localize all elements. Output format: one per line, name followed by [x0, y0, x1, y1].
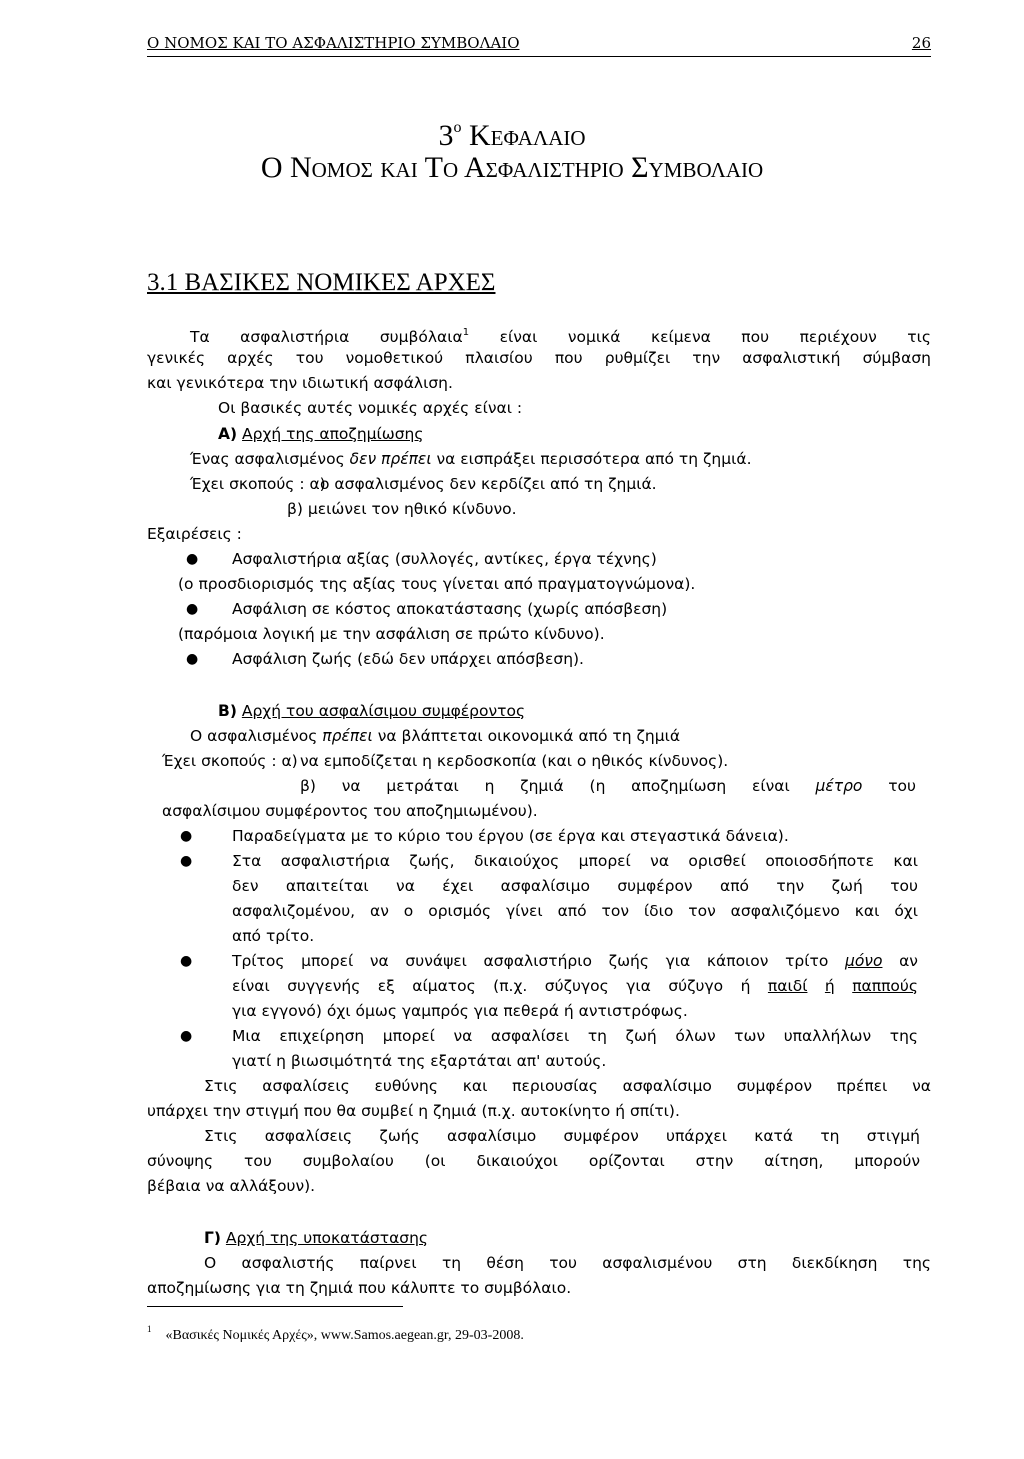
principle-b-line-1: [190, 725, 680, 747]
principle-a-heading: [218, 423, 423, 445]
principle-a-letter: Α): [218, 425, 238, 443]
paragraph-1-line-2: υπάρχει την στιγμή που θα συμβεί η ζημιά (π.χ. αυτοκίνητο ή σπίτι).: [147, 1102, 680, 1120]
principle-b-goal-a: να εμποδίζεται η κερδοσκοπία (και ο ηθικός κίνδυνος).: [300, 752, 729, 770]
exception-1-line-2: (ο προσδιορισμός της αξίας τους γίνεται από πραγματογνώμονα).: [178, 575, 696, 593]
bullet-icon: ●: [186, 601, 199, 617]
principle-a-exceptions-label: Εξαιρέσεις :: [147, 525, 242, 543]
chapter-title: [0, 150, 1024, 186]
principle-b-goal-b: [300, 775, 916, 797]
principle-b-l1-em: πρέπει: [322, 727, 373, 745]
principle-c-line-1: Ο ασφαλιστής παίρνει τη θέση του ασφαλισμένου στη διεκδίκηση της: [204, 1254, 931, 1272]
paragraph-1-line-1: Στις ασφαλίσεις ευθύνης και περιουσίας ασφαλίσιμο συμφέρον πρέπει να: [204, 1077, 931, 1095]
principle-a-goal-a: ο ασφαλισμένος δεν κερδίζει από τη ζημιά.: [320, 475, 657, 493]
exception-1-line-1: Ασφαλιστήρια αξίας (συλλογές, αντίκες, έργα τέχνης): [232, 550, 657, 568]
principle-b-goal-b-em: μέτρο: [815, 777, 863, 795]
intro-line-2: γενικές αρχές του νομοθετικού πλαισίου που ρυθμίζει την ασφαλιστική σύμβαση: [147, 349, 931, 367]
principle-c-line-2: αποζημίωσης για τη ζημιά που κάλυπτε το συμβόλαιο.: [147, 1279, 572, 1297]
chapter-number-line: [0, 110, 1024, 154]
footnote-ref: 1: [462, 327, 470, 338]
principle-a-title: Αρχή της αποζημίωσης: [242, 425, 424, 443]
principle-b-l1-pre: Ο ασφαλισμένος: [190, 727, 318, 745]
principle-b-title: Αρχή του ασφαλίσιμου συμφέροντος: [241, 702, 526, 720]
intro-line-1-text: Τα ασφαλιστήρια συμβόλαια: [190, 328, 463, 346]
principle-b-goal-b-pre: β) να μετράται η ζημιά (η αποζημίωση είναι: [300, 777, 790, 795]
principle-c-letter: Γ): [204, 1229, 221, 1247]
example-3-l1-post: αν: [899, 952, 918, 970]
example-3-line-3: για εγγονό) όχι όμως γαμπρός για πεθερά ή αντιστρόφως.: [232, 1002, 688, 1020]
chapter-number-sup: ο: [453, 119, 462, 136]
intro-line-3: και γενικότερα την ιδιωτική ασφάλιση.: [147, 374, 453, 392]
example-4-line-2: γιατί η βιωσιμότητά της εξαρτάται απ' αυτούς.: [232, 1052, 607, 1070]
bullet-icon: ●: [186, 551, 199, 567]
principle-a-l1-em: δεν πρέπει: [349, 450, 432, 468]
bullet-icon: ●: [180, 1028, 193, 1044]
bullet-icon: ●: [180, 853, 193, 869]
example-3-l2-em2: παππούς: [852, 977, 918, 995]
example-2-line-1: Στα ασφαλιστήρια ζωής, δικαιούχος μπορεί να ορισθεί οποιοσδήποτε και: [232, 852, 918, 870]
intro-line-1: [190, 322, 931, 348]
principle-a-l1-post: να εισπράξει περισσότερα από τη ζημιά.: [436, 450, 752, 468]
principle-a-l1-pre: Ένας ασφαλισμένος: [190, 450, 345, 468]
exception-2-line-1: Ασφάλιση σε κόστος αποκατάστασης (χωρίς απόσβεση): [232, 600, 668, 618]
principle-c-title: Αρχή της υποκατάστασης: [225, 1229, 429, 1247]
paragraph-2-line-2: σύνοψης του συμβολαίου (οι δικαιούχοι ορίζονται στην αίτηση, μπορούν: [147, 1152, 920, 1170]
chapter-word: Κεφαλαιο: [468, 119, 586, 152]
footnote-text: «Βασικές Νομικές Αρχές», www.Samos.aegean.gr, 29-03-2008.: [165, 1328, 524, 1343]
footnote: [147, 1320, 524, 1345]
page-number: 26: [911, 34, 931, 52]
intro-line-1-rest: είναι νομικά κείμενα που περιέχουν τις: [499, 328, 931, 346]
principle-b-heading: [218, 700, 525, 722]
footnote-rule: [147, 1306, 403, 1307]
example-3-l1-pre: Τρίτος μπορεί να συνάψει ασφαλιστήριο ζωής για κάποιον τρίτο: [232, 952, 829, 970]
example-2-line-3: ασφαλιζομένου, αν ο ορισμός γίνει από τον ίδιο τον ασφαλιζόμενο και όχι: [232, 902, 918, 920]
paragraph-2-line-1: Στις ασφαλίσεις ζωής ασφαλίσιμο συμφέρον υπάρχει κατά τη στιγμή: [204, 1127, 920, 1145]
running-title: Ο ΝΟΜΟΣ ΚΑΙ ΤΟ ΑΣΦΑΛΙΣΤΗΡΙΟ ΣΥΜΒΟΛΑΙΟ: [147, 34, 520, 52]
intro-line-4: Οι βασικές αυτές νομικές αρχές είναι :: [218, 399, 523, 417]
section-heading: 3.1 ΒΑΣΙΚΕΣ ΝΟΜΙΚΕΣ ΑΡΧΕΣ: [147, 269, 496, 296]
example-3-l1-em: μόνο: [844, 952, 883, 970]
bullet-icon: ●: [180, 953, 193, 969]
example-4-line-1: Μια επιχείρηση μπορεί να ασφαλίσει τη ζωή όλων των υπαλλήλων της: [232, 1027, 918, 1045]
principle-b-letter: Β): [218, 702, 237, 720]
principle-a-goals-label: Έχει σκοπούς : α): [190, 475, 326, 493]
example-3-line-2: [232, 975, 918, 997]
exception-2-line-2: (παρόμοια λογική με την ασφάλιση σε πρώτο κίνδυνο).: [178, 625, 605, 643]
principle-c-heading: [204, 1227, 428, 1249]
example-3-l2-em1: παιδί: [767, 977, 808, 995]
example-3-line-1: [232, 950, 918, 972]
principle-b-l1-post: να βλάπτεται οικονομικά από τη ζημιά: [377, 727, 681, 745]
principle-b-goal-b-line-2: ασφαλίσιμου συμφέροντος του αποζημιωμένου).: [162, 802, 538, 820]
principle-a-goal-b: β) μειώνει τον ηθικό κίνδυνο.: [287, 500, 517, 518]
example-2-line-2: δεν απαιτείται να έχει ασφαλίσιμο συμφέρον από την ζωή του: [232, 877, 918, 895]
example-2-line-4: από τρίτο.: [232, 927, 315, 945]
bullet-icon: ●: [180, 828, 193, 844]
running-header: [147, 34, 931, 57]
bullet-icon: ●: [186, 651, 199, 667]
chapter-title-text: Ο Νομος και Το Ασφαλιστηριο Συμβολαιο: [260, 151, 764, 184]
principle-a-line-1: [190, 448, 752, 470]
chapter-number: 3: [438, 119, 454, 152]
principle-b-goal-b-post: του: [888, 777, 916, 795]
paragraph-2-line-3: βέβαια να αλλάξουν).: [147, 1177, 316, 1195]
exception-3-line-1: Ασφάλιση ζωής (εδώ δεν υπάρχει απόσβεση).: [232, 650, 584, 668]
footnote-mark: 1: [147, 1324, 152, 1334]
example-3-l2-mid: ή: [824, 977, 835, 995]
principle-b-goals-label: Έχει σκοπούς : α): [162, 752, 298, 770]
example-3-l2-pre: είναι συγγενής εξ αίματος (π.χ. σύζυγος για σύζυγο ή: [232, 977, 751, 995]
example-1: Παραδείγματα με το κύριο του έργου (σε έργα και στεγαστικά δάνεια).: [232, 827, 789, 845]
